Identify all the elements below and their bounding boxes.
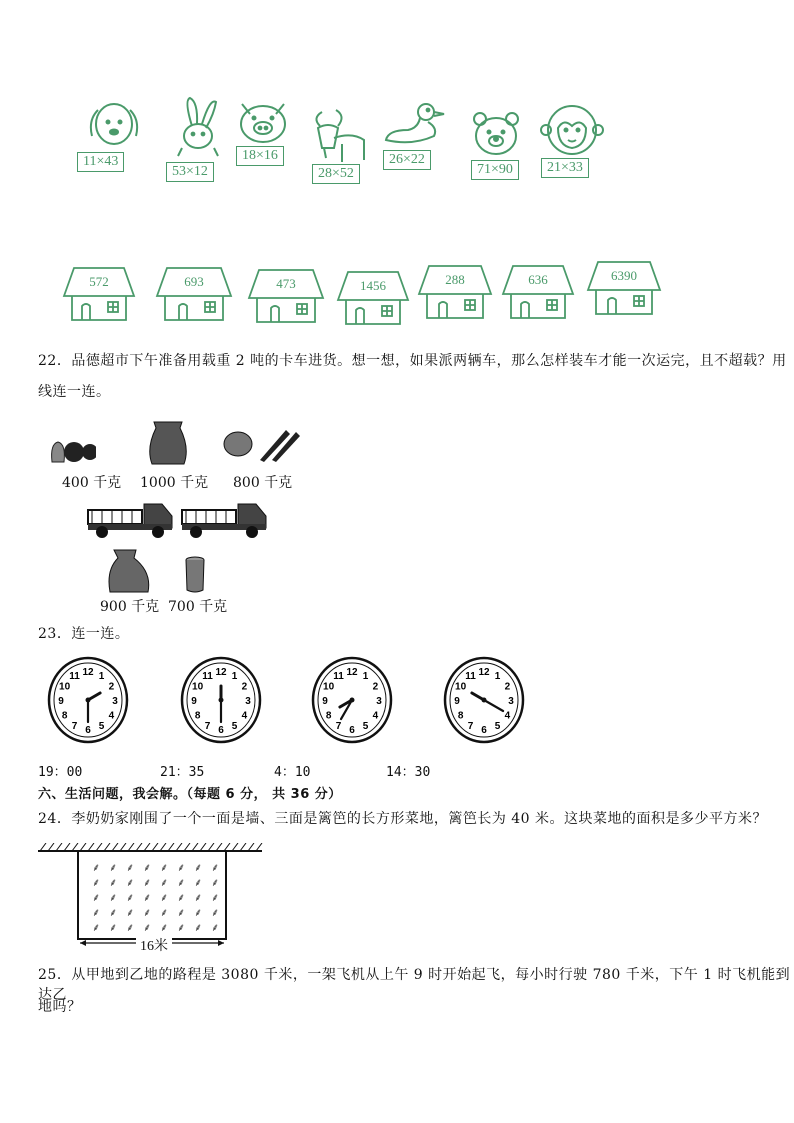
goods-weight: 800 千克 <box>233 475 293 491</box>
sprout-mark: ⸙ <box>211 906 220 919</box>
house-icon <box>586 260 662 316</box>
sprout-mark: ⸙ <box>194 891 203 904</box>
q24-text: 24．李奶奶家刚围了一个一面是墙、三面是篱笆的长方形菜地，篱笆长为 40 米。这块菜地的面积是多少平方米？ <box>38 811 768 827</box>
q23-title: 23．连一连。 <box>38 626 130 642</box>
clock-numeral: 2 <box>504 681 511 693</box>
clock-numeral: 5 <box>98 721 105 733</box>
clock-numeral: 10 <box>455 681 467 693</box>
clock-numeral: 11 <box>69 670 80 682</box>
clock-numeral: 4 <box>372 710 379 722</box>
house-number: 572 <box>89 274 109 289</box>
clock-numeral: 6 <box>481 725 487 736</box>
house-number: 636 <box>528 272 548 287</box>
clock-numeral: 8 <box>457 710 464 722</box>
sprout-mark: ⸙ <box>194 921 203 934</box>
clock-numeral: 4 <box>241 710 248 722</box>
monkey-icon <box>540 102 604 158</box>
expression-sign: 53×12 <box>166 162 214 182</box>
sprout-mark: ⸙ <box>177 921 186 934</box>
sprout-mark: ⸙ <box>92 861 101 874</box>
sprout-mark: ⸙ <box>160 891 169 904</box>
sprout-mark: ⸙ <box>194 876 203 889</box>
clock-numeral: 7 <box>204 721 211 733</box>
sprout-mark: ⸙ <box>211 921 220 934</box>
sprout-mark: ⸙ <box>177 906 186 919</box>
house-icon <box>336 270 410 326</box>
clock-face <box>179 656 263 750</box>
clock-numeral: 2 <box>372 681 379 693</box>
clock-numeral: 3 <box>245 696 251 707</box>
rabbit-icon <box>170 96 225 158</box>
sprout-mark: ⸙ <box>143 861 152 874</box>
house-icon <box>155 266 233 322</box>
clock-numeral: 11 <box>465 670 476 682</box>
pig-icon <box>234 98 292 146</box>
clock-numeral: 3 <box>112 696 118 707</box>
q22-text-line2: 线连一连。 <box>38 384 111 400</box>
truck-icon <box>86 498 174 544</box>
vegetable-icon <box>220 424 302 468</box>
garden-diagram <box>36 843 264 959</box>
sprout-mark: ⸙ <box>194 861 203 874</box>
sprout-mark: ⸙ <box>211 861 220 874</box>
clock-face <box>442 656 526 750</box>
clock-numeral: 10 <box>323 681 335 693</box>
clock-numeral: 3 <box>508 696 514 707</box>
sprout-mark: ⸙ <box>109 861 118 874</box>
dimension-label: 16米 <box>136 935 172 955</box>
clock-numeral: 6 <box>218 725 224 736</box>
goods-weight: 900 千克 <box>100 599 160 615</box>
sprout-mark: ⸙ <box>177 876 186 889</box>
expression-sign: 28×52 <box>312 164 360 184</box>
clock-numeral: 6 <box>85 725 91 736</box>
expression-sign: 11×43 <box>77 152 124 172</box>
time-label: 4：10 <box>274 765 311 780</box>
expression-sign: 71×90 <box>471 160 519 180</box>
house-number: 288 <box>445 272 465 287</box>
bear-icon <box>470 110 522 158</box>
clock-numeral: 9 <box>191 696 197 707</box>
clock-numeral: 11 <box>202 670 213 682</box>
clock-numeral: 9 <box>322 696 328 707</box>
clock-numeral: 7 <box>335 721 342 733</box>
clock-face <box>310 656 394 750</box>
sprout-mark: ⸙ <box>143 906 152 919</box>
sprout-mark: ⸙ <box>126 906 135 919</box>
goods-weight: 1000 千克 <box>140 475 209 491</box>
clock-numeral: 1 <box>494 670 501 682</box>
sprout-mark: ⸙ <box>160 861 169 874</box>
clock-numeral: 12 <box>478 667 490 678</box>
truck-icon <box>180 498 268 544</box>
sprout-mark: ⸙ <box>143 921 152 934</box>
clock-numeral: 12 <box>215 667 227 678</box>
clock-numeral: 10 <box>192 681 204 693</box>
expression-sign: 18×16 <box>236 146 284 166</box>
goat-icon <box>308 108 370 166</box>
clock-numeral: 1 <box>362 670 369 682</box>
house-icon <box>417 264 493 320</box>
clock-numeral: 8 <box>61 710 68 722</box>
clock-numeral: 9 <box>454 696 460 707</box>
sprout-mark: ⸙ <box>160 876 169 889</box>
bucket-icon <box>184 556 206 598</box>
sprout-mark: ⸙ <box>143 891 152 904</box>
sprout-mark: ⸙ <box>160 906 169 919</box>
section-heading: 六、生活问题，我会解。（每题 6 分， 共 36 分） <box>38 787 342 802</box>
sprout-mark: ⸙ <box>109 921 118 934</box>
house-number: 6390 <box>611 268 637 283</box>
clock-numeral: 12 <box>82 667 94 678</box>
clock-face <box>46 656 130 750</box>
clock-numeral: 9 <box>58 696 64 707</box>
sprout-mark: ⸙ <box>126 891 135 904</box>
clock-numeral: 7 <box>467 721 474 733</box>
sack-icon <box>146 418 190 470</box>
house-icon <box>247 268 325 324</box>
clock-numeral: 1 <box>231 670 238 682</box>
time-label: 21：35 <box>160 765 205 780</box>
house-number: 1456 <box>360 278 386 293</box>
sprout-mark: ⸙ <box>92 876 101 889</box>
sprout-mark: ⸙ <box>126 861 135 874</box>
sprout-mark: ⸙ <box>126 876 135 889</box>
expression-sign: 26×22 <box>383 150 431 170</box>
clock-numeral: 8 <box>325 710 332 722</box>
clock-numeral: 5 <box>231 721 238 733</box>
sprout-mark: ⸙ <box>194 906 203 919</box>
clock-numeral: 5 <box>494 721 501 733</box>
clock-numeral: 1 <box>98 670 105 682</box>
bag-icon <box>106 548 154 598</box>
dog-icon <box>82 100 142 155</box>
sprout-mark: ⸙ <box>92 891 101 904</box>
house-icon <box>501 264 575 320</box>
sprout-mark: ⸙ <box>160 921 169 934</box>
clock-numeral: 2 <box>241 681 248 693</box>
sprout-mark: ⸙ <box>177 861 186 874</box>
house-number: 693 <box>184 274 204 289</box>
sprout-mark: ⸙ <box>109 891 118 904</box>
duck-icon <box>382 100 446 148</box>
clock-numeral: 7 <box>71 721 78 733</box>
sprout-mark: ⸙ <box>109 876 118 889</box>
clock-numeral: 10 <box>59 681 71 693</box>
clock-numeral: 3 <box>376 696 382 707</box>
sprout-mark: ⸙ <box>92 921 101 934</box>
clock-numeral: 4 <box>108 710 115 722</box>
clock-numeral: 11 <box>333 670 344 682</box>
clock-numeral: 8 <box>194 710 201 722</box>
clock-numeral: 6 <box>349 725 355 736</box>
goods-weight: 700 千克 <box>168 599 228 615</box>
sprout-mark: ⸙ <box>211 876 220 889</box>
q22-text-line1: 22．品德超市下午准备用载重 2 吨的卡车进货。想一想，如果派两辆车，那么怎样装车才能一次运完，且不超载？用 <box>38 353 787 369</box>
expression-sign: 21×33 <box>541 158 589 178</box>
clock-numeral: 5 <box>362 721 369 733</box>
sprout-mark: ⸙ <box>126 921 135 934</box>
time-label: 14：30 <box>386 765 431 780</box>
q25-text-line1: 25．从甲地到乙地的路程是 3080 千米，一架飞机从上午 9 时开始起飞，每小时行驶 780 千米，下午 1 时飞机能到达乙 <box>38 967 791 1003</box>
house-number: 473 <box>276 276 296 291</box>
sprout-mark: ⸙ <box>177 891 186 904</box>
q25-text-line2: 地吗？ <box>38 999 82 1015</box>
sprout-mark: ⸙ <box>143 876 152 889</box>
time-label: 19：00 <box>38 765 83 780</box>
fruit-icon <box>48 432 96 470</box>
clock-numeral: 2 <box>108 681 115 693</box>
clock-numeral: 4 <box>504 710 511 722</box>
sprout-mark: ⸙ <box>109 906 118 919</box>
goods-weight: 400 千克 <box>62 475 122 491</box>
house-icon <box>62 266 136 322</box>
sprout-mark: ⸙ <box>211 891 220 904</box>
clock-numeral: 12 <box>346 667 358 678</box>
sprout-mark: ⸙ <box>92 906 101 919</box>
